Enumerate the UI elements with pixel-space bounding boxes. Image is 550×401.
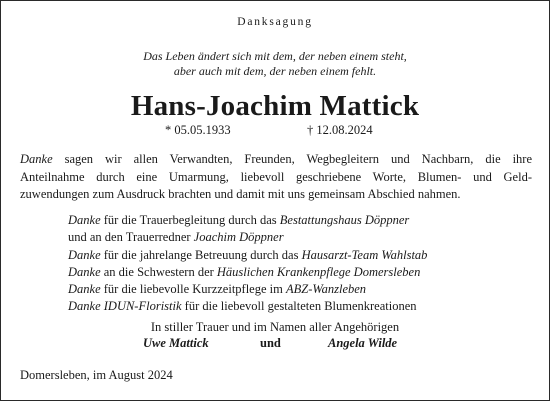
mourning-line: In stiller Trauer und im Namen aller Angehörigen bbox=[150, 320, 400, 334]
thanks-lead: Danke bbox=[68, 264, 101, 279]
quote-line-2: aber auch mit dem, der neben einem fehlt. bbox=[173, 64, 377, 78]
thanks-text: an die Schwestern der bbox=[100, 264, 217, 279]
thanks-text: für die liebevoll gestalteten Blumenkreationen bbox=[181, 299, 417, 314]
thanks-lead: Danke bbox=[68, 247, 101, 262]
thanks-emphasis: Häuslichen Krankenpflege Domersleben bbox=[216, 264, 421, 279]
paragraph-line-2: Anteilnahme durch eine Umarmung, liebevoll geschriebene Worte, Blumen- und Geld- bbox=[20, 169, 532, 184]
life-dates bbox=[1, 123, 549, 139]
deceased-name: Hans-Joachim Mattick bbox=[130, 90, 420, 122]
thanks-lead: Danke bbox=[68, 213, 101, 227]
paragraph-line-1 bbox=[20, 151, 532, 169]
thanks-item bbox=[68, 264, 538, 281]
thanks-emphasis: Bestattungshaus Döppner bbox=[279, 213, 410, 227]
thanks-text: für die jahrelange Betreuung durch das bbox=[100, 247, 302, 262]
thanks-lead: Danke IDUN-Floristik bbox=[68, 299, 182, 314]
thanks-list bbox=[68, 212, 538, 316]
death-date: † 12.08.2024 bbox=[307, 123, 373, 137]
thanks-emphasis: ABZ-Wanzleben bbox=[285, 282, 367, 297]
thanks-text: und an den Trauerredner bbox=[68, 230, 194, 245]
signers bbox=[1, 336, 549, 353]
paragraph-lead: Danke bbox=[20, 152, 53, 166]
signer-first: Uwe Mattick bbox=[143, 336, 209, 350]
heading: Danksagung bbox=[237, 16, 313, 28]
thanks-paragraph bbox=[20, 151, 532, 204]
thanks-item bbox=[68, 229, 538, 246]
birth-date: * 05.05.1933 bbox=[165, 123, 231, 137]
quote-line-1: Das Leben ändert sich mit dem, der neben einem steht, bbox=[143, 49, 407, 63]
thanks-emphasis: Hausarzt-Team Wahlstab bbox=[301, 247, 428, 262]
paragraph-line-3: zuwendungen zum Ausdruck brachten und damit mit uns gemeinsam Abschied nahmen. bbox=[20, 187, 461, 201]
place-and-date: Domersleben, im August 2024 bbox=[20, 368, 173, 382]
quote bbox=[1, 49, 549, 79]
thanks-emphasis: Joachim Döppner bbox=[193, 230, 284, 245]
thanks-lead: Danke bbox=[68, 282, 101, 297]
thanks-item bbox=[68, 298, 538, 315]
paragraph-line-1-rest: sagen wir allen Verwandten, Freunden, Wegbegleitern und Nachbarn, die ihre bbox=[52, 152, 532, 166]
thanks-item bbox=[68, 212, 538, 229]
thanks-item bbox=[68, 247, 538, 264]
signer-second: Angela Wilde bbox=[328, 336, 398, 350]
signer-conjunction: und bbox=[260, 336, 281, 350]
thanks-text: für die liebevolle Kurzzeitpflege im bbox=[100, 282, 286, 297]
thanks-item bbox=[68, 281, 538, 298]
thanks-text: für die Trauerbegleitung durch das bbox=[100, 213, 280, 227]
